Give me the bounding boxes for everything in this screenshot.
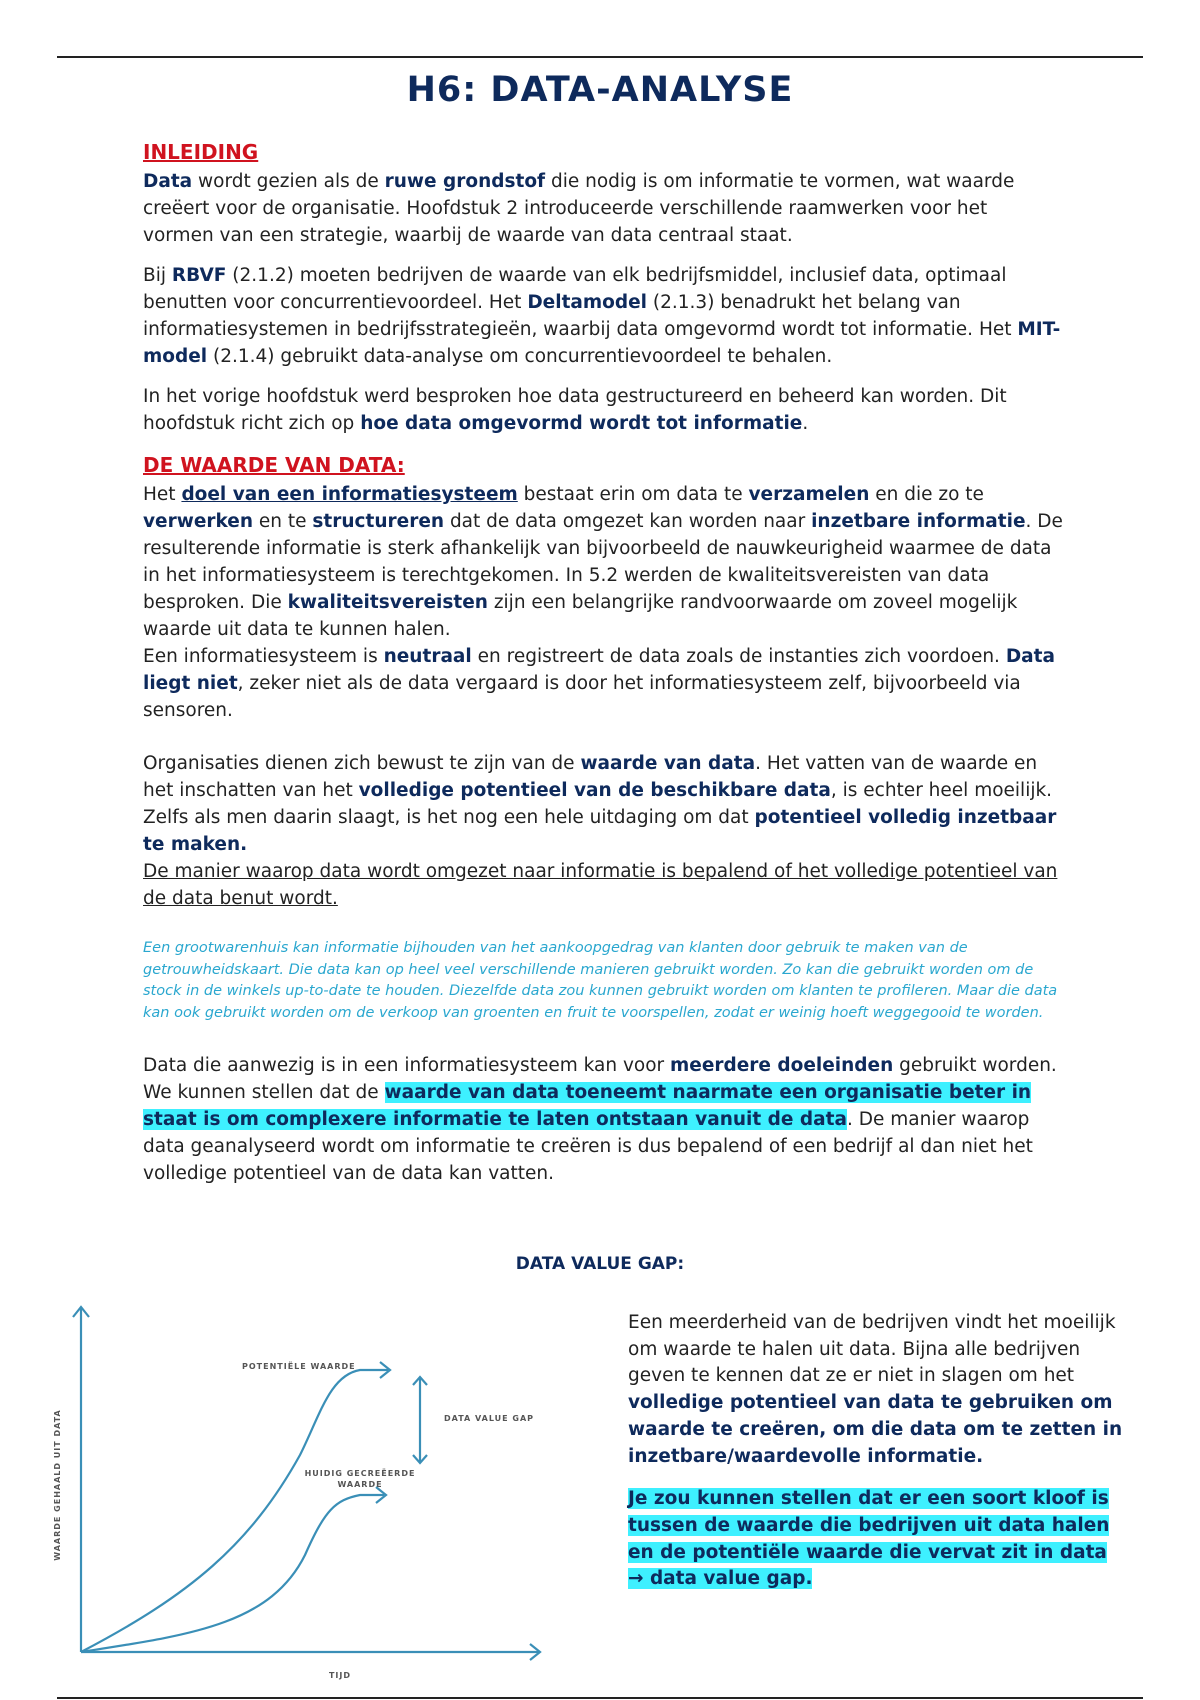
text-run: Bij (143, 265, 172, 286)
text-run: doel van een informatiesysteem (181, 484, 518, 505)
value-paragraph-1 (143, 481, 1063, 724)
text-run: verwerken (143, 511, 254, 532)
text-run: en die zo te (869, 484, 984, 505)
potential-value-curve (81, 1370, 388, 1652)
text-run: meerdere doeleinden (670, 1055, 894, 1076)
top-rule (57, 56, 1143, 58)
text-run: waarde van data (580, 753, 756, 774)
text-run: wordt gezien als de (192, 171, 385, 192)
intro-paragraph-2 (143, 262, 1063, 370)
text-run: en registreert de data zoals de instanties zich voordoen. (471, 646, 1006, 667)
text-run: bestaat erin om data te (517, 484, 749, 505)
text-run: volledige potentieel van de beschikbare data (358, 780, 831, 801)
text-run: en te (253, 511, 313, 532)
text-run: zijn een belangrijke randvoorwaarde om zoveel mogelijk waarde uit data te kunnen halen. (143, 592, 1018, 640)
text-run: kwaliteitsvereisten (287, 592, 488, 613)
text-run: Deltamodel (527, 292, 648, 313)
x-axis-label: TIJD (328, 1671, 352, 1680)
data-value-gap-figure (40, 1295, 560, 1690)
text-run: (2.1.4) gebruikt data-analyse om concurrentievoordeel te behalen. (207, 346, 833, 367)
potential-value-label: POTENTIËLE WAARDE (242, 1362, 356, 1371)
text-run: Data die aanwezig is in een informatiesysteem kan voor (143, 1055, 671, 1076)
main-content (143, 140, 1063, 1200)
text-run: In het vorige hoofdstuk werd besproken hoe data gestructureerd en beheerd kan worden. Dit hoofdstuk richt zich op (143, 386, 1007, 434)
text-run: (2.1.3) benadrukt het belang van informatiesystemen in bedrijfsstrategieën, waarbij data omgevormd wordt tot informatie. Het (143, 292, 1018, 340)
gap-label: DATA VALUE GAP (444, 1414, 535, 1423)
text-run: verzamelen (748, 484, 870, 505)
text-run: . Het vatten van de waarde en het inschatten van het (143, 753, 1038, 801)
text-run: . De resulterende informatie is sterk afhankelijk van bijvoorbeeld de nauwkeurigheid waarmee de data in het informatiesysteem is terechtgekomen. In 5.2 werden de kwaliteitsvereisten van data besproken. Die (143, 511, 1063, 613)
data-value-gap-heading: DATA VALUE GAP: (515, 1254, 685, 1274)
gap-paragraph-2 (628, 1486, 1128, 1593)
section-heading-inleiding: INLEIDING (143, 140, 259, 164)
text-run: Data (143, 171, 193, 192)
text-run: ruwe grondstof (384, 171, 546, 192)
y-axis-label: WAARDE GEHAALD UIT DATA (53, 1409, 62, 1561)
text-run: . De manier waarop data geanalyseerd wordt om informatie te creëren is dus bepalend of een bedrijf al dan niet het volledige potentieel van de data kan vatten. (143, 1109, 1033, 1184)
text-run: , zeker niet als de data vergaard is door het informatiesysteem zelf, bijvoorbeeld via sensoren. (143, 673, 1021, 721)
text-run: structureren (312, 511, 445, 532)
text-run: , is echter heel moeilijk. Zelfs als men daarin slaagt, is het nog een hele uitdaging om dat (143, 780, 1053, 828)
text-run: Een informatiesysteem is (143, 646, 384, 667)
current-value-label-1: HUIDIG GECREËERDE (304, 1469, 416, 1478)
intro-paragraph-3 (143, 383, 1063, 437)
text-run: Data liegt niet (143, 646, 1055, 694)
text-run: (2.1.2) moeten bedrijven de waarde van elk bedrijfsmiddel, inclusief data, optimaal benutten voor concurrentievoordeel. Het (143, 265, 1007, 313)
current-value-label-2: WAARDE (337, 1480, 383, 1489)
gap-explanation (628, 1310, 1128, 1609)
text-run: Het (143, 484, 182, 505)
page-title: H6: DATA-ANALYSE (406, 70, 794, 110)
section-heading-waarde: DE WAARDE VAN DATA: (143, 453, 405, 477)
text-run: De manier waarop data wordt omgezet naar informatie is bepalend of het volledige potentieel van de data benut wordt. (143, 861, 1058, 909)
example-paragraph: Een grootwarenhuis kan informatie bijhouden van het aankoopgedrag van klanten door gebruik te maken van de getrouwheidskaart. Die data kan op heel veel verschillende manieren gebruikt worden. Zo kan die gebruikt worden om de stock in de winkels up-to-date te houden. Diezelfde data zou kunnen gebruikt worden om klanten te profileren. Maar die data kan ook gebruikt worden om de verkoop van groenten en fruit te voorspellen, zodat er weinig hoeft weggegooid te worden. (143, 940, 1058, 1021)
text-run: dat de data omgezet kan worden naar (444, 511, 812, 532)
text-run: RBVF (171, 265, 227, 286)
text-run: Organisaties dienen zich bewust te zijn van de (143, 753, 581, 774)
text-run: potentieel volledig inzetbaar te maken. (143, 807, 1057, 855)
text-run: neutraal (383, 646, 472, 667)
text-run: waarde van data toeneemt naarmate een organisatie beter in staat is om complexere informatie te laten ontstaan vanuit de data (143, 1082, 1032, 1130)
text-run: . (802, 413, 809, 434)
value-paragraph-3 (143, 1052, 1063, 1187)
text-run: Je zou kunnen stellen dat er een soort kloof is tussen de waarde die bedrijven uit data halen en de potentiële waarde die vervat zit in data → data value gap. (628, 1488, 1110, 1590)
intro-paragraph-1 (143, 168, 1063, 249)
text-run: MIT-model (143, 319, 1061, 367)
value-paragraph-2 (143, 750, 1063, 912)
gap-paragraph-1 (628, 1310, 1128, 1470)
text-run: gebruikt worden. We kunnen stellen dat de (143, 1055, 1057, 1103)
text-run: volledige potentieel van data te gebruiken om waarde te creëren, om die data om te zetten in inzetbare/waardevolle informatie. (628, 1392, 1123, 1467)
text-run: inzetbare informatie (811, 511, 1026, 532)
text-run: hoe data omgevormd wordt tot informatie (360, 413, 803, 434)
text-run: die nodig is om informatie te vormen, wat waarde creëert voor de organisatie. Hoofdstuk 2 introduceerde verschillende raamwerken voor het vormen van een strategie, waarbij de waarde van data centraal staat. (143, 171, 1015, 246)
bottom-rule (57, 1697, 1143, 1699)
current-value-curve (81, 1495, 384, 1652)
text-run: Een meerderheid van de bedrijven vindt het moeilijk om waarde te halen uit data. Bijna alle bedrijven geven te kennen dat ze er niet in slagen om het (628, 1312, 1116, 1387)
